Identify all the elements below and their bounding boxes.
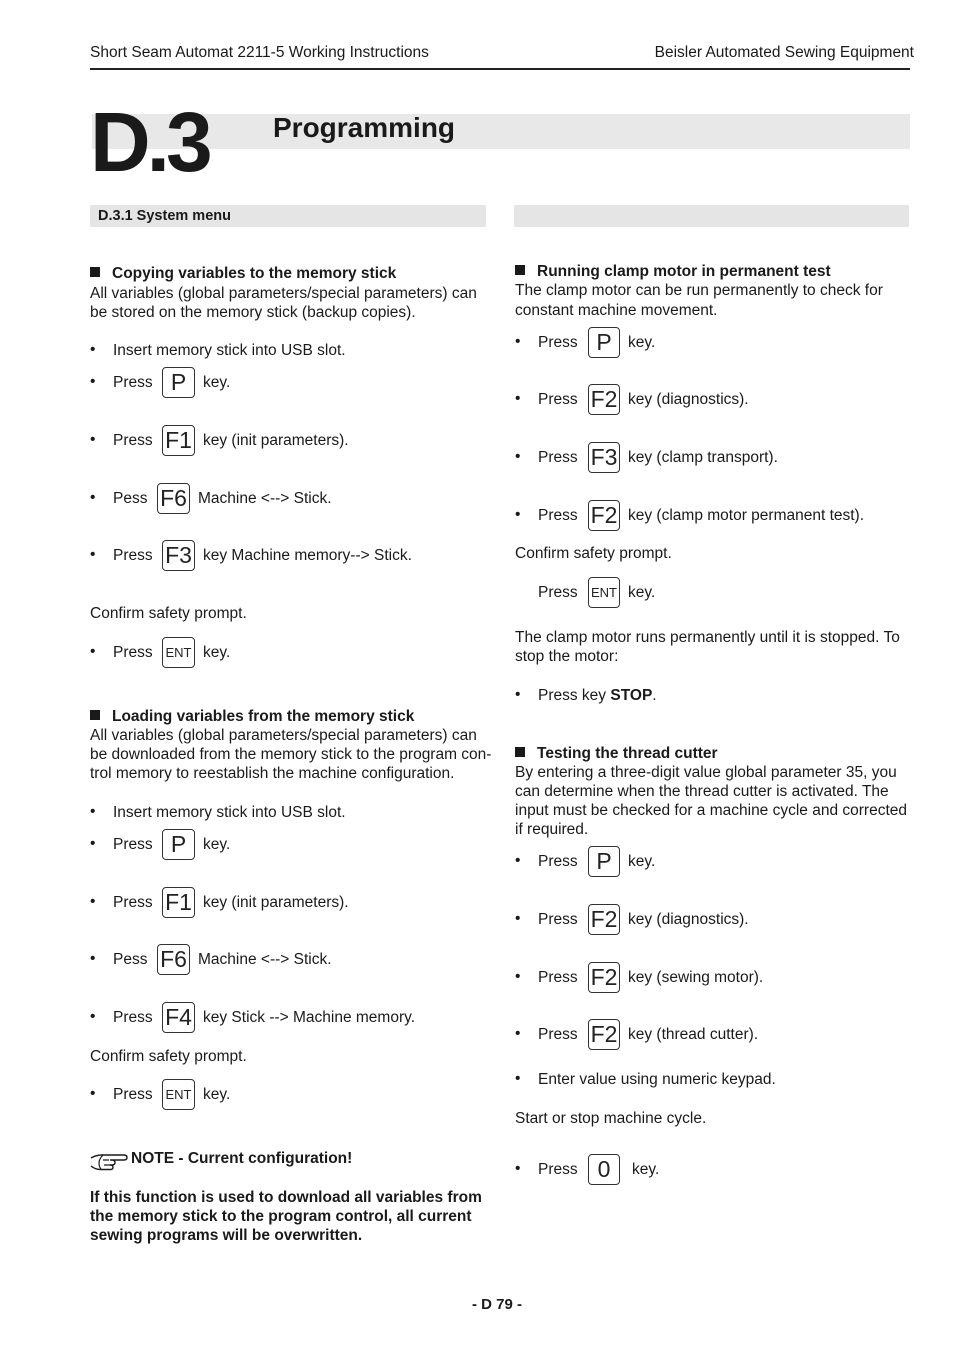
cutter-step-text: key. xyxy=(628,853,656,870)
copy-heading xyxy=(90,264,396,284)
bullet-icon: • xyxy=(90,835,96,852)
cutter-cycle: Start or stop machine cycle. xyxy=(515,1110,707,1127)
press-label: Press xyxy=(538,853,578,870)
press-label: Press xyxy=(113,1086,153,1103)
clamp-stop-step xyxy=(538,686,657,706)
clamp-step-text: key (clamp motor permanent test). xyxy=(628,507,865,524)
cutter-intro-3: input must be checked for a machine cycle and corrected xyxy=(515,802,908,819)
copy-heading-text: Copying variables to the memory stick xyxy=(112,265,397,282)
press-label: Press xyxy=(113,1009,153,1026)
press-label: Press xyxy=(538,507,578,524)
copy-step-text: Machine <--> Stick. xyxy=(198,490,332,507)
key-f2: F2 xyxy=(588,904,620,935)
clamp-step-text: key (diagnostics). xyxy=(628,391,749,408)
cutter-heading xyxy=(515,744,718,764)
press-label: Press xyxy=(538,391,578,408)
clamp-heading-text: Running clamp motor in permanent test xyxy=(537,263,831,280)
cutter-step-text: key (diagnostics). xyxy=(628,911,749,928)
note-line-1: If this function is used to download all variables from xyxy=(90,1189,482,1206)
load-confirm: Confirm safety prompt. xyxy=(90,1048,247,1065)
load-step-text: key Stick --> Machine memory. xyxy=(203,1009,416,1026)
load-step-text: key. xyxy=(203,836,231,853)
bullet-icon: • xyxy=(515,852,521,869)
chapter-title-bar xyxy=(92,114,910,149)
stop-prefix: Press key xyxy=(538,687,611,704)
clamp-heading xyxy=(515,262,831,282)
chapter-code: D.3 xyxy=(90,95,209,189)
bullet-icon: • xyxy=(515,506,521,523)
key-f2: F2 xyxy=(588,1019,620,1050)
key-p: P xyxy=(162,367,195,398)
press-label: Press xyxy=(113,547,153,564)
bullet-icon: • xyxy=(515,1070,521,1087)
load-intro-2: be downloaded from the memory stick to the program con- xyxy=(90,746,492,763)
header-company: Beisler Automated Sewing Equipment xyxy=(654,44,914,61)
clamp-step-text: key. xyxy=(628,334,656,351)
cutter-intro-4: if required. xyxy=(515,821,589,838)
bullet-icon: • xyxy=(515,686,521,703)
key-p: P xyxy=(162,829,195,860)
press-label: Press xyxy=(113,374,153,391)
copy-step-text: key Machine memory--> Stick. xyxy=(203,547,412,564)
copy-step-text: key. xyxy=(203,374,231,391)
press-label: Press xyxy=(538,334,578,351)
pess-label: Pess xyxy=(113,951,148,968)
square-bullet-icon xyxy=(90,267,100,277)
press-label: Press xyxy=(538,911,578,928)
key-f3: F3 xyxy=(162,540,195,571)
bullet-icon: • xyxy=(515,448,521,465)
key-f6: F6 xyxy=(157,944,190,975)
cutter-intro-2: can determine when the thread cutter is activated. The xyxy=(515,783,889,800)
copy-step-text: key (init parameters). xyxy=(203,432,349,449)
key-ent: ENT xyxy=(162,1079,195,1110)
stop-key-label: STOP xyxy=(610,687,653,704)
load-heading xyxy=(90,707,414,727)
note-line-2: the memory stick to the program control, all current xyxy=(90,1208,472,1225)
note-line-3: sewing programs will be overwritten. xyxy=(90,1227,363,1244)
section-bar-right xyxy=(514,205,909,227)
load-heading-text: Loading variables from the memory stick xyxy=(112,708,415,725)
bullet-icon: • xyxy=(515,968,521,985)
press-label: Press xyxy=(538,1161,578,1178)
bullet-icon: • xyxy=(90,489,96,506)
key-f2: F2 xyxy=(588,500,620,531)
header-rule xyxy=(90,68,910,70)
press-label: Press xyxy=(538,584,578,601)
square-bullet-icon xyxy=(515,265,525,275)
bullet-icon: • xyxy=(90,373,96,390)
cutter-enter-value: Enter value using numeric keypad. xyxy=(538,1071,776,1088)
bullet-icon: • xyxy=(90,803,96,820)
bullet-icon: • xyxy=(515,333,521,350)
load-step-text: key. xyxy=(203,1086,231,1103)
key-p: P xyxy=(588,327,620,358)
cutter-heading-text: Testing the thread cutter xyxy=(537,745,718,762)
bullet-icon: • xyxy=(515,390,521,407)
clamp-step-text: key (clamp transport). xyxy=(628,449,778,466)
bullet-icon: • xyxy=(90,1085,96,1102)
key-p: P xyxy=(588,846,620,877)
press-label: Press xyxy=(113,644,153,661)
bullet-icon: • xyxy=(90,546,96,563)
copy-confirm: Confirm safety prompt. xyxy=(90,605,247,622)
bullet-icon: • xyxy=(90,431,96,448)
load-step-text: Machine <--> Stick. xyxy=(198,951,332,968)
clamp-intro-1: The clamp motor can be run permanently to check for xyxy=(515,282,883,299)
chapter-title: Programming xyxy=(273,112,456,143)
clamp-run-2: stop the motor: xyxy=(515,648,619,665)
key-f1: F1 xyxy=(162,425,195,456)
clamp-step-text: key. xyxy=(628,584,656,601)
load-intro-3: trol memory to reestablish the machine configuration. xyxy=(90,765,455,782)
copy-step-insert: Insert memory stick into USB slot. xyxy=(113,342,346,359)
pess-label: Pess xyxy=(113,490,148,507)
key-f1: F1 xyxy=(162,887,195,918)
pointing-hand-icon xyxy=(90,1150,128,1177)
clamp-confirm: Confirm safety prompt. xyxy=(515,545,672,562)
press-label: Press xyxy=(538,1026,578,1043)
press-label: Press xyxy=(538,969,578,986)
press-label: Press xyxy=(538,449,578,466)
stop-suffix: . xyxy=(652,687,657,704)
cutter-step-text: key (sewing motor). xyxy=(628,969,764,986)
cutter-step-text: key. xyxy=(632,1161,660,1178)
header-title: Short Seam Automat 2211-5 Working Instructions xyxy=(90,44,429,61)
cutter-step-text: key (thread cutter). xyxy=(628,1026,759,1043)
bullet-icon: • xyxy=(515,1160,521,1177)
load-step-insert: Insert memory stick into USB slot. xyxy=(113,804,346,821)
press-label: Press xyxy=(113,432,153,449)
page-number: - D 79 - xyxy=(471,1296,522,1313)
key-f2: F2 xyxy=(588,962,620,993)
key-ent: ENT xyxy=(162,637,195,668)
key-ent: ENT xyxy=(588,577,620,608)
bullet-icon: • xyxy=(90,950,96,967)
copy-intro-1: All variables (global parameters/special parameters) can xyxy=(90,285,477,302)
key-f3: F3 xyxy=(588,442,620,473)
clamp-intro-2: constant machine movement. xyxy=(515,302,718,319)
square-bullet-icon xyxy=(515,747,525,757)
bullet-icon: • xyxy=(515,1025,521,1042)
key-f6: F6 xyxy=(157,483,190,514)
bullet-icon: • xyxy=(90,893,96,910)
load-step-text: key (init parameters). xyxy=(203,894,349,911)
clamp-run-1: The clamp motor runs permanently until it is stopped. To xyxy=(515,629,900,646)
copy-step-text: key. xyxy=(203,644,231,661)
section-title: D.3.1 System menu xyxy=(98,208,231,224)
bullet-icon: • xyxy=(90,341,96,358)
press-label: Press xyxy=(113,836,153,853)
key-f4: F4 xyxy=(162,1002,195,1033)
square-bullet-icon xyxy=(90,710,100,720)
key-0: 0 xyxy=(588,1154,620,1185)
press-label: Press xyxy=(113,894,153,911)
note-title: NOTE - Current configuration! xyxy=(131,1150,353,1167)
cutter-intro-1: By entering a three-digit value global parameter 35, you xyxy=(515,764,897,781)
key-f2: F2 xyxy=(588,384,620,415)
bullet-icon: • xyxy=(515,910,521,927)
bullet-icon: • xyxy=(90,643,96,660)
load-intro-1: All variables (global parameters/special parameters) can xyxy=(90,727,477,744)
bullet-icon: • xyxy=(90,1008,96,1025)
copy-intro-2: be stored on the memory stick (backup copies). xyxy=(90,304,416,321)
